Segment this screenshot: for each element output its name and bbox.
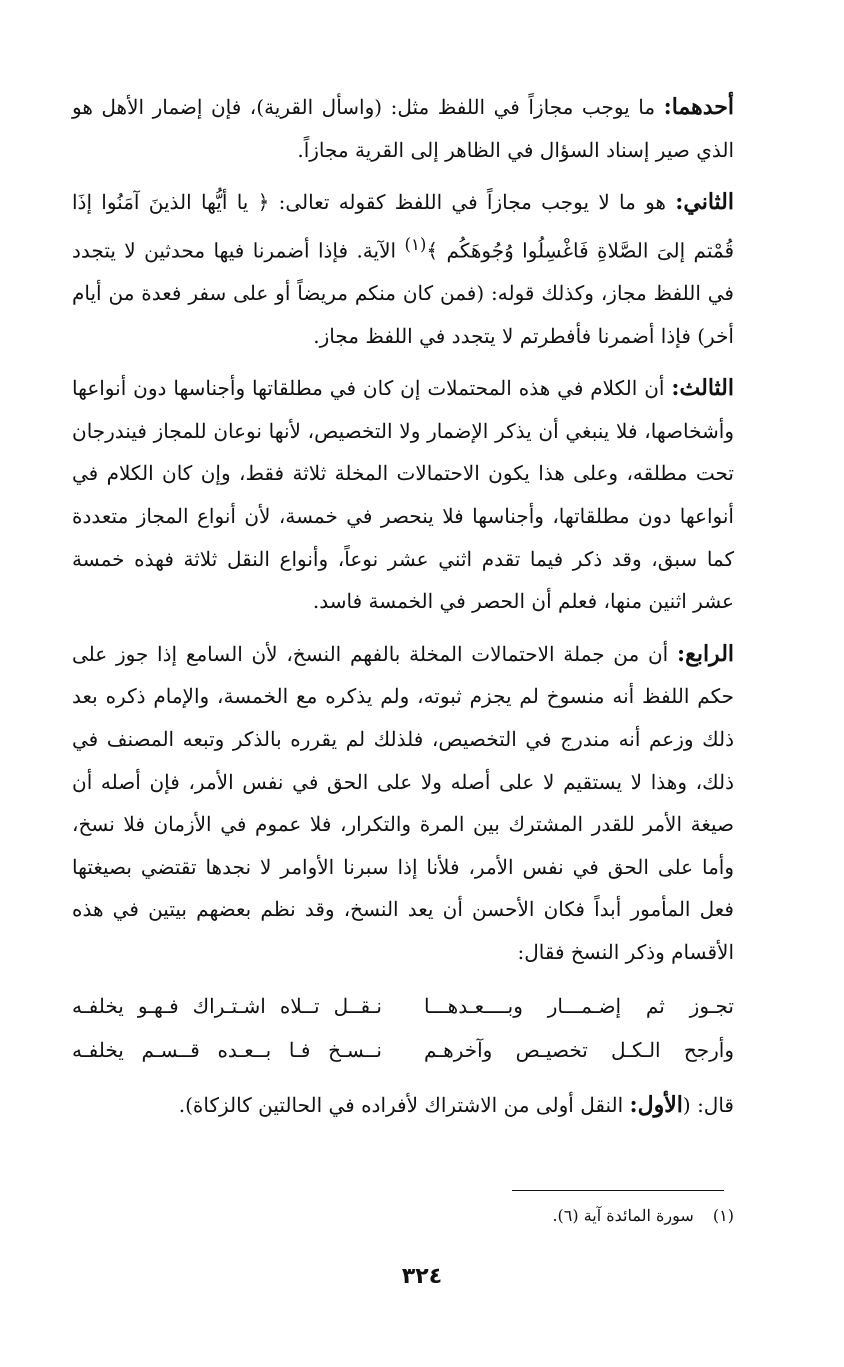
paragraph-body: النقل أولى من الاشتراك لأفراده في الحالتين كالزكاة). xyxy=(178,1092,630,1117)
paragraph-body: هو ما لا يوجب مجازاً في اللفظ كقوله تعالى: ﴿ يا أيُّها الذينَ آمَنُوا إذَا قُمْتم إلىَ الصَّلاةِ فَاغْسِلُوا وُجُوهَكُم ﴾ xyxy=(72,190,735,263)
footnote-divider xyxy=(512,1190,724,1191)
poem-verse xyxy=(72,1028,734,1072)
footnote-text: سورة المائدة آية (٦). xyxy=(552,1206,694,1225)
paragraph-heading: أحدهما: xyxy=(663,94,735,120)
paragraph-heading: الأول: xyxy=(629,1091,683,1118)
paragraph-quote xyxy=(72,1084,734,1127)
page-number: ٣٢٤ xyxy=(401,1264,443,1289)
paragraph-first xyxy=(72,86,734,171)
verse-second-hemistich: نــسـخ فـا بــعـده قــسـم يخلفـه xyxy=(72,1037,382,1062)
paragraph-body: أن من جملة الاحتمالات المخلة بالفهم النسخ، لأن السامع إذا جوز على حكم اللفظ أنه منسوخ لم يجزم ثبوته، ولم يذكره مع الخمسة، والإمام ذكره بعد ذلك وزعم أنه مندرج في التخصيص، فلذلك لم يقرره بالذكر وتبعه المصنف في ذلك، وهذا لا يستقيم لا على أصله ولا على الحق في نفس الأمر، فإن أصله أن صيغة الأمر للقدر المشترك بين المرة والتكرار، فلا عموم في الأزمان فلا نسخ، وأما على الحق في نفس الأمر، فلأنا إذا سبرنا الأوامر لا نجدها تقتضي بصيغتها فعل المأمور أبداً فكان الأحسن أن يعد النسخ، وقد نظم بعضهم بيتين في هذه الأقسام وذكر النسخ فقال: xyxy=(72,641,734,964)
poem-verses xyxy=(72,984,734,1072)
paragraph-body: ما يوجب مجازاً في اللفظ مثل: (واسأل القرية)، فإن إضمار الأهل هو الذي صير إسناد السؤال في الظاهر إلى القرية مجازاً. xyxy=(72,95,734,162)
paragraph-second xyxy=(72,181,734,357)
verse-second-hemistich: نـقــل تــلاه اشـتـراك فـهـو يخلفـه xyxy=(72,993,382,1018)
quote-prefix: قال: ( xyxy=(682,1092,734,1117)
main-text xyxy=(72,86,734,1136)
verse-first-hemistich: وأرجح الـكـل تخصيـص وآخرهـم xyxy=(424,1037,734,1062)
paragraph-fourth xyxy=(72,633,734,974)
paragraph-body: أن الكلام في هذه المحتملات إن كان في مطلقاتها وأجناسها دون أنواعها وأشخاصها، فلا ينبغي أن يذكر الإضمار ولا التخصيص، لأنها نوعان للمجاز فيندرجان تحت مطلقه، وعلى هذا يكون الاحتمالات المخلة ثلاثة فقط، وإن كان الكلام في أنواعها دون مطلقاتها، وأجناسها فلا ينحصر في خمسة، لأن أنواع المجاز متعددة كما سبق، وقد ذكر فيما تقدم اثني عشر نوعاً، وأنواع النقل ثلاثة فهذه خمسة عشر اثنين منها، فعلم أن الحصر في الخمسة فاسد. xyxy=(72,376,734,614)
paragraph-heading: الثاني: xyxy=(675,189,734,216)
paragraph-body-continued: الآية. فإذا أضمرنا فيها محدثين لا يتجدد في اللفظ مجاز، وكذلك قوله: (فمن كان منكم مريضاً أو على سفر فعدة من أيام أخر) فإذا أضمرنا فأفطرتم لا يتجدد في اللفظ مجاز. xyxy=(72,238,734,348)
footnote-number: (١) xyxy=(712,1206,734,1225)
verse-first-hemistich: تجـوز ثم إضـمـــار وبــــعـدهـــا xyxy=(424,993,734,1018)
paragraph-heading: الرابع: xyxy=(676,640,735,667)
footnote xyxy=(334,1204,734,1228)
paragraph-heading: الثالث: xyxy=(671,375,734,402)
footnote-marker: (١) xyxy=(404,234,427,254)
paragraph-third xyxy=(72,367,734,623)
poem-verse xyxy=(72,984,734,1028)
